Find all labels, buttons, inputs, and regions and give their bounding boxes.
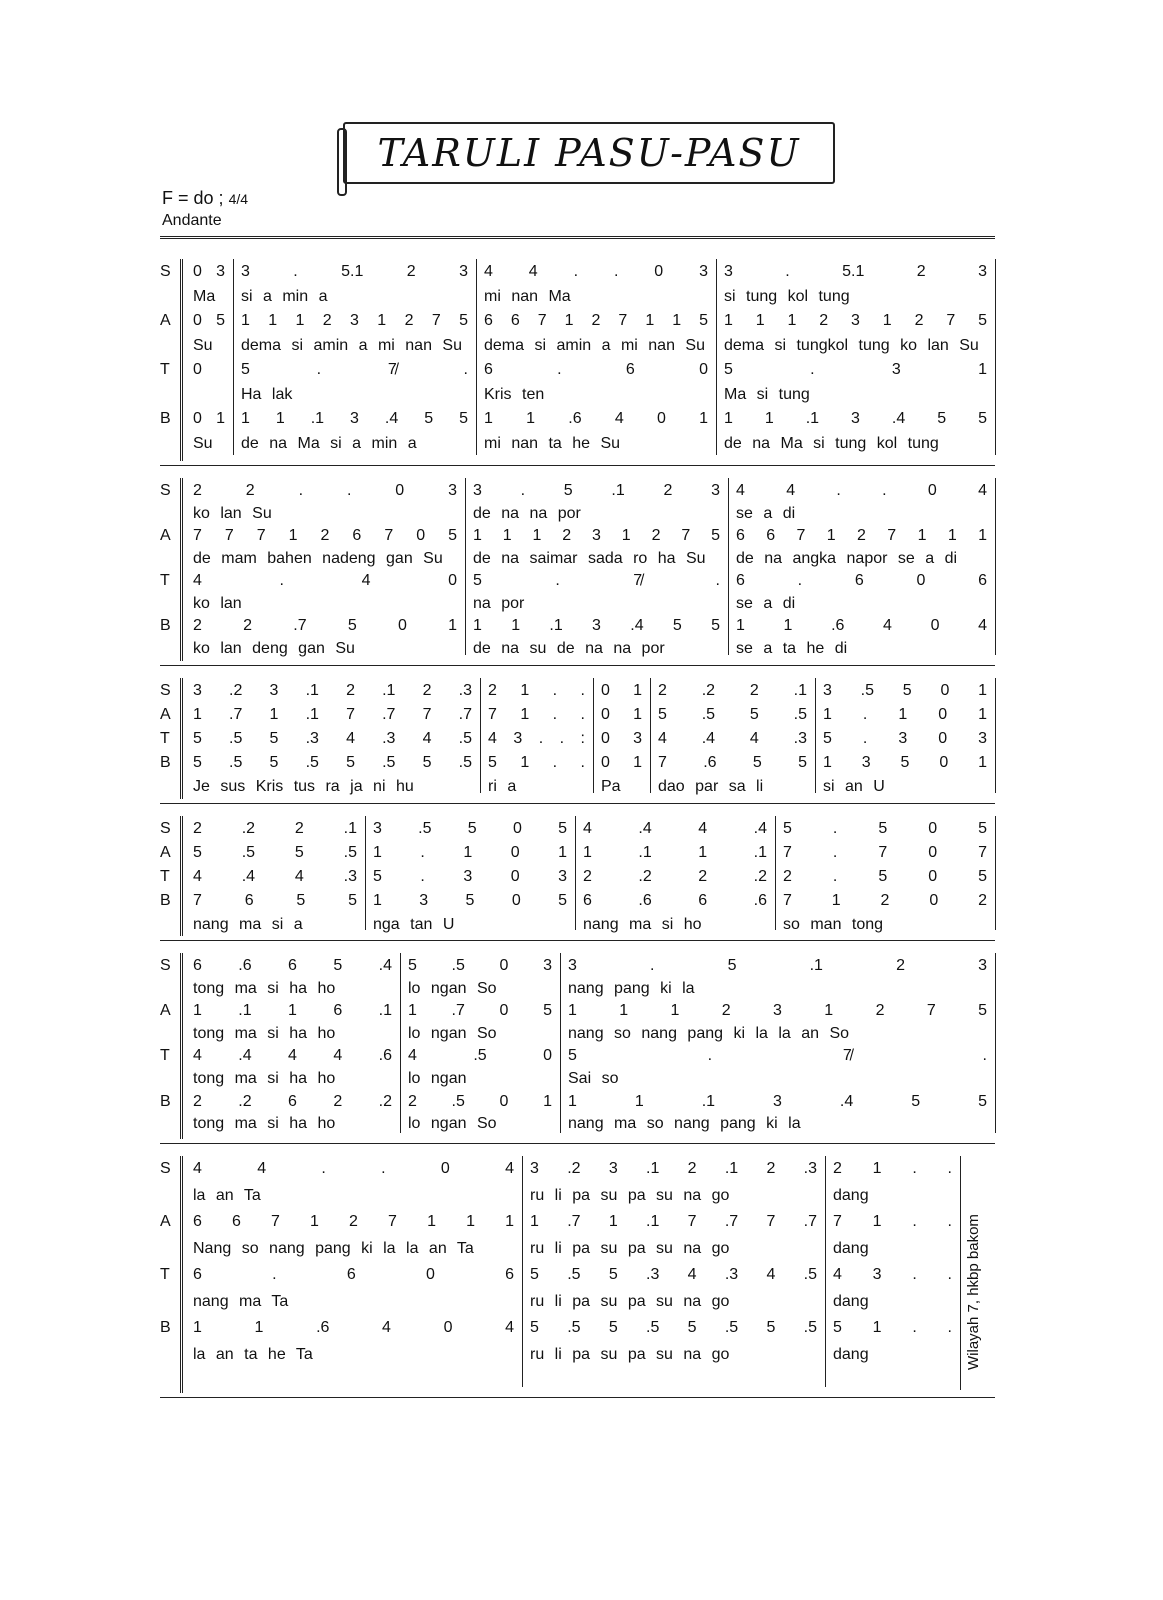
notes-measure: 1 1 .6 4 0 1 [484, 410, 708, 427]
lyrics-measure: ru li pa su pa su na go [530, 1186, 730, 1204]
lyrics-measure: se a ta he di [736, 639, 848, 657]
notes-measure: 4 4 . . 0 4 [193, 1160, 514, 1177]
lyrics-measure [193, 386, 225, 404]
lyrics-measure: de na angka napor se a di [736, 549, 958, 567]
notes-measure: 3 .2 3 .1 2 .1 2 .3 [530, 1160, 817, 1177]
voice-label: S [160, 263, 171, 280]
notes-measure: 0 3 [193, 263, 225, 280]
barline [365, 816, 366, 930]
lyrics-measure: lo ngan So [408, 1024, 497, 1042]
notes-measure: 5 . 7̸ . [241, 361, 468, 378]
notes-measure: 6 6 7 1 2 7 1 1 5 [484, 312, 708, 329]
lyrics-measure: ri a [488, 778, 517, 795]
notes-measure: 1 1 .6 4 0 4 [193, 1319, 514, 1336]
barline [575, 816, 576, 930]
lyrics-measure: Ha lak [241, 385, 293, 403]
lyrics-measure: Sai so [568, 1070, 619, 1087]
barline [825, 1156, 826, 1387]
notes-measure: 1 3 5 0 1 [823, 754, 987, 771]
barline [593, 678, 594, 793]
barline [650, 678, 651, 793]
system-divider [160, 1397, 995, 1398]
voice-label: S [160, 820, 171, 837]
notes-measure: 2 1 . . [833, 1160, 952, 1177]
notes-measure: 5 . 5 0 5 [783, 820, 987, 837]
notes-measure: 1 .7 1 .1 7 .7 7 .7 [530, 1213, 817, 1230]
notes-measure: 2 1 . . [488, 682, 585, 699]
system-bracket [180, 816, 183, 936]
voice-label: B [160, 1319, 171, 1336]
lyrics-measure: lo ngan So [408, 1115, 497, 1133]
lyrics-measure: dao par sa li [658, 778, 764, 795]
notes-measure: 1 .1 1 6 .1 [193, 1002, 392, 1020]
lyrics-measure: nang so nang pang ki la la an So [568, 1024, 850, 1042]
notes-measure: 4 4 . . 0 4 [736, 482, 987, 499]
system-1 [160, 263, 995, 465]
lyrics-measure: de na Ma si a min a [241, 434, 417, 452]
lyrics-measure: Su [193, 434, 213, 452]
lyrics-measure: Nang so nang pang ki la la an Ta [193, 1239, 474, 1257]
lyrics-measure: de na saimar sada ro ha Su [473, 549, 706, 567]
notes-measure: 4 .4 4 .4 [583, 820, 767, 837]
notes-measure: 3 . 5 .1 2 3 [473, 482, 720, 499]
barline [233, 259, 234, 455]
lyrics-measure: Su [193, 336, 213, 354]
voice-label: A [160, 844, 171, 861]
voice-label: A [160, 706, 171, 723]
notes-measure: 3 . 5.1 2 3 [724, 263, 987, 280]
notes-measure: 0 5 [193, 312, 225, 329]
lyrics-measure: Je sus Kris tus ra ja ni hu [193, 778, 414, 795]
voice-label: T [160, 730, 170, 747]
title-banner [343, 122, 835, 184]
header-rule [160, 236, 995, 239]
lyrics-measure: tong ma si ha ho [193, 1070, 336, 1087]
notes-measure: 2 .2 2 .1 [193, 820, 357, 837]
system-6 [160, 1160, 995, 1397]
credit-text: Wilayah 7, hkbp bakom [965, 1214, 982, 1370]
notes-measure: 0 1 [193, 410, 225, 427]
lyrics-measure: de na Ma si tung kol tung [724, 434, 939, 452]
notes-measure: 4 . 4 0 [193, 572, 457, 589]
barline [476, 259, 477, 455]
notes-measure: 6 . 6 0 6 [736, 572, 987, 589]
system-2 [160, 482, 995, 665]
barline [775, 816, 776, 930]
lyrics-measure: si tung kol tung [724, 287, 850, 305]
key-signature [162, 188, 248, 209]
lyrics-measure: Ma [193, 287, 216, 305]
notes-measure: 5 .5 5 .5 [193, 844, 357, 861]
system-bracket [180, 953, 183, 1139]
lyrics-measure: la an Ta [193, 1186, 261, 1204]
lyrics-measure: tong ma si ha ho [193, 1115, 336, 1133]
notes-measure: 1 1 .1 3 .4 5 5 [473, 617, 720, 634]
lyrics-measure: ko lan [193, 594, 242, 612]
lyrics-measure: na por [473, 594, 525, 612]
notes-measure: 1 1 .6 4 0 4 [736, 617, 987, 634]
voice-label: T [160, 361, 170, 378]
barline [480, 678, 481, 793]
voice-label: B [160, 1092, 171, 1110]
notes-measure: 5 .5 5 .5 5 .5 5 .5 [530, 1319, 817, 1336]
notes-measure: 1 . 1 0 1 [823, 706, 987, 723]
credit-box [960, 1160, 993, 1390]
lyrics-measure: si an U [823, 778, 885, 795]
lyrics-measure: ko lan deng gan Su [193, 639, 355, 657]
system-bracket [180, 259, 183, 461]
lyrics-measure: ko lan Su [193, 504, 272, 522]
system-bracket [180, 678, 183, 799]
lyrics-measure: de na na por [473, 504, 581, 522]
notes-measure: 1 .7 0 5 [408, 1002, 552, 1020]
system-divider [160, 940, 995, 941]
notes-measure: 2 .5 0 1 [408, 1092, 552, 1110]
lyrics-measure: mi nan Ma [484, 287, 571, 305]
notes-measure: 6 .6 6 5 .4 [193, 957, 392, 974]
lyrics-measure: nang ma si ho [583, 916, 702, 933]
voice-label: T [160, 868, 170, 885]
lyrics-measure: dang [833, 1239, 869, 1257]
barline [400, 953, 401, 1133]
notes-measure: 5 . 3 0 3 [823, 730, 987, 747]
notes-measure: 5 .5 5 .5 [658, 706, 807, 723]
notes-measure: 7 .6 5 5 [658, 754, 807, 771]
barline [728, 478, 729, 655]
notes-measure: 2 2 . . 0 3 [193, 482, 457, 499]
notes-measure: 5 .5 0 3 [408, 957, 552, 974]
barline [995, 478, 996, 655]
barline [995, 678, 996, 793]
system-4 [160, 820, 995, 940]
notes-measure: 2 2 .7 5 0 1 [193, 617, 457, 634]
lyrics-measure: nang ma si a [193, 916, 303, 933]
lyrics-measure: dema si tungkol tung ko lan Su [724, 336, 979, 354]
notes-measure: 7 . 7 0 7 [783, 844, 987, 861]
voice-label: B [160, 892, 171, 909]
notes-measure: 0 3 [601, 730, 642, 747]
lyrics-measure: dang [833, 1292, 869, 1310]
lyrics-measure: nang ma so nang pang ki la [568, 1115, 801, 1133]
notes-measure: 5 . 3 1 [724, 361, 987, 378]
lyrics-measure: se a di [736, 504, 796, 522]
notes-measure: 1 3 5 0 5 [373, 892, 567, 909]
meter: 4/4 [228, 191, 249, 207]
voice-label: T [160, 1047, 170, 1065]
barline [815, 678, 816, 793]
lyrics-measure: si a min a [241, 287, 328, 305]
lyrics-measure: dema si amin a mi nan Su [241, 336, 462, 354]
notes-measure: 7 1 . . [488, 706, 585, 723]
notes-measure: 1 1 .1 3 .4 5 5 [724, 410, 987, 427]
song-title: TARULI PASU-PASU [377, 131, 801, 175]
voice-label: B [160, 754, 171, 771]
voice-label: B [160, 617, 171, 634]
voice-label: S [160, 482, 171, 499]
barline [465, 478, 466, 655]
notes-measure: 7 7 7 1 2 6 7 0 5 [193, 527, 457, 544]
system-divider [160, 465, 995, 466]
lyrics-measure: se a di [736, 594, 796, 612]
tempo-marking: Andante [162, 212, 222, 229]
voice-label: A [160, 527, 171, 544]
notes-measure: 4 .4 4 .3 [193, 868, 357, 885]
notes-measure: 5 . 3 0 3 [373, 868, 567, 885]
notes-measure: 3 .5 5 0 1 [823, 682, 987, 699]
voice-label: B [160, 410, 171, 427]
notes-measure: 1 1 1 2 3 1 2 7 5 [568, 1002, 987, 1020]
lyrics-measure: nang ma Ta [193, 1292, 289, 1310]
barline [560, 953, 561, 1133]
notes-measure: 7 1 2 0 2 [783, 892, 987, 909]
notes-measure: 6 . 6 0 6 [193, 1266, 514, 1283]
barline [522, 1156, 523, 1387]
system-divider [160, 1143, 995, 1144]
notes-measure: 3 .5 5 0 5 [373, 820, 567, 837]
lyrics-measure: tong ma si ha ho [193, 1024, 336, 1042]
notes-measure: 1 1 .1 3 .4 5 5 [568, 1092, 987, 1110]
lyrics-measure: Pa [601, 778, 621, 795]
system-bracket [180, 478, 183, 661]
notes-measure: 2 . 5 0 5 [783, 868, 987, 885]
voice-label: A [160, 312, 171, 329]
lyrics-measure: dang [833, 1186, 869, 1204]
notes-measure: 3 . 5.1 2 3 [241, 263, 468, 280]
notes-measure: 5 .5 5 .5 5 .5 5 .5 [193, 754, 472, 771]
notes-measure: 4 .4 4 .3 [658, 730, 807, 747]
lyrics-measure: Kris ten [484, 385, 545, 403]
lyrics-measure: Ma si tung [724, 385, 810, 403]
notes-measure: 0 [193, 361, 202, 378]
notes-measure: 3 . 5 .1 2 3 [568, 957, 987, 974]
key-text: F = do ; [162, 188, 224, 208]
lyrics-measure: dema si amin a mi nan Su [484, 336, 705, 354]
lyrics-measure: tong ma si ha ho [193, 979, 336, 997]
notes-measure: 4 .5 0 [408, 1047, 552, 1065]
lyrics-measure: ru li pa su pa su na go [530, 1292, 730, 1310]
lyrics-measure: de na su de na na por [473, 639, 665, 657]
notes-measure: 6 6 7 1 2 7 1 1 1 [193, 1213, 514, 1230]
notes-measure: 6 . 6 0 [484, 361, 708, 378]
notes-measure: 4 .4 4 4 .6 [193, 1047, 392, 1065]
notes-measure: 1 1 1 2 3 1 2 7 5 [241, 312, 468, 329]
notes-measure: 2 .2 6 2 .2 [193, 1092, 392, 1110]
notes-measure: 4 3 . . [833, 1266, 952, 1283]
lyrics-measure: dang [833, 1345, 869, 1363]
notes-measure: 1 1 1 2 3 1 2 7 5 [724, 312, 987, 329]
lyrics-measure: lo ngan So [408, 979, 497, 997]
system-divider [160, 665, 995, 666]
system-5 [160, 957, 995, 1143]
notes-measure: 1 1 .1 3 .4 5 5 [241, 410, 468, 427]
voice-label: A [160, 1213, 171, 1230]
voice-label: T [160, 572, 170, 589]
notes-measure: 5 1 . . [488, 754, 585, 771]
notes-measure: 1 .7 1 .1 7 .7 7 .7 [193, 706, 472, 723]
notes-measure: 2 .2 2 .1 [658, 682, 807, 699]
barline [995, 259, 996, 455]
notes-measure: 5 .5 5 .3 4 .3 4 .5 [193, 730, 472, 747]
notes-measure: 5 .5 5 .3 4 .3 4 .5 [530, 1266, 817, 1283]
lyrics-measure: so man tong [783, 916, 884, 933]
notes-measure: 4 4 . . 0 3 [484, 263, 708, 280]
notes-measure: 5 1 . . [833, 1319, 952, 1336]
notes-measure: 7 6 5 5 [193, 892, 357, 909]
notes-measure: 6 .6 6 .6 [583, 892, 767, 909]
lyrics-measure: nang pang ki la [568, 979, 695, 997]
lyrics-measure: la an ta he Ta [193, 1345, 313, 1363]
barline [995, 816, 996, 930]
notes-measure: 2 .2 2 .2 [583, 868, 767, 885]
voice-label: T [160, 1266, 170, 1283]
lyrics-measure: ru li pa su pa su na go [530, 1239, 730, 1257]
notes-measure: 1 . 1 0 1 [373, 844, 567, 861]
notes-measure: 7 1 . . [833, 1213, 952, 1230]
notes-measure: 3 .2 3 .1 2 .1 2 .3 [193, 682, 472, 699]
lyrics-measure: nga tan U [373, 916, 455, 933]
notes-measure: 0 1 [601, 682, 642, 699]
notes-measure: 0 1 [601, 754, 642, 771]
barline [716, 259, 717, 455]
lyrics-measure: ru li pa su pa su na go [530, 1345, 730, 1363]
voice-label: S [160, 682, 171, 699]
notes-measure: 1 1 1 2 3 1 2 7 5 [473, 527, 720, 544]
lyrics-measure: de mam bahen nadeng gan Su [193, 549, 443, 567]
voice-label: S [160, 1160, 171, 1177]
barline [995, 953, 996, 1133]
system-divider [160, 803, 995, 804]
notes-measure: 4 3 . . : [488, 730, 585, 747]
notes-measure: 6 6 7 1 2 7 1 1 1 [736, 527, 987, 544]
voice-label: A [160, 1002, 171, 1020]
notes-measure: 1 .1 1 .1 [583, 844, 767, 861]
lyrics-measure: mi nan ta he Su [484, 434, 621, 452]
lyrics-measure: lo ngan [408, 1070, 467, 1087]
notes-measure: 5 . 7̸ . [473, 572, 720, 589]
system-bracket [180, 1156, 183, 1393]
notes-measure: 5 . 7̸ . [568, 1047, 987, 1065]
notes-measure: 0 1 [601, 706, 642, 723]
system-3 [160, 682, 995, 803]
voice-label: S [160, 957, 171, 974]
